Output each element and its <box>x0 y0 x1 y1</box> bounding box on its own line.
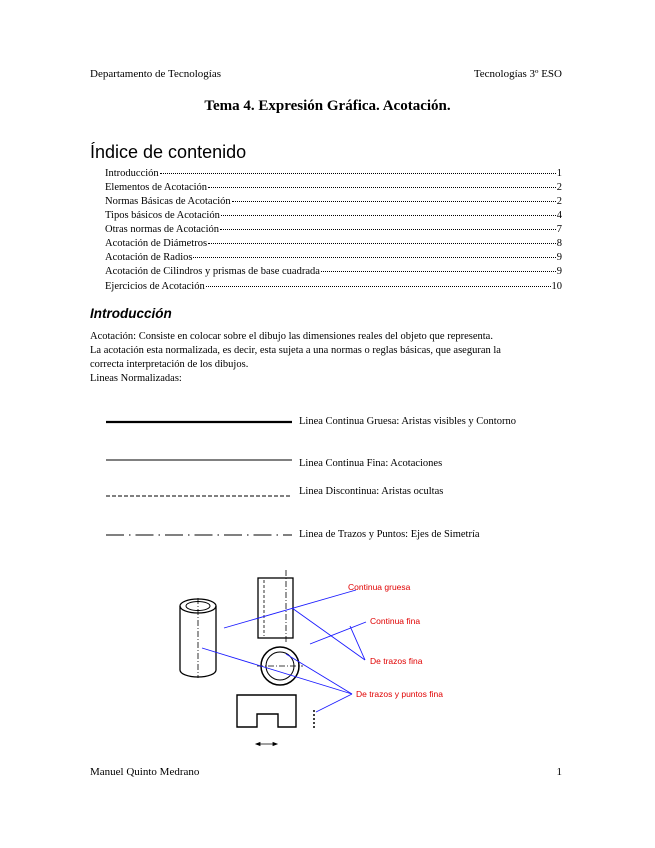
leader-trazos-puntos-1 <box>202 648 352 694</box>
toc-leader <box>232 201 556 202</box>
front-view-rect <box>258 578 293 638</box>
toc-entry[interactable] <box>105 196 562 207</box>
footer-author: Manuel Quinto Medrano <box>90 766 200 778</box>
header-department: Departamento de Tecnologías <box>90 68 221 80</box>
leader-trazos-puntos-3 <box>316 694 352 712</box>
toc-entry-label: Acotación de Diámetros <box>105 238 208 249</box>
line-type-label: Linea Continua Fina: Acotaciones <box>299 458 443 469</box>
toc-entry[interactable] <box>105 224 562 235</box>
label-continua-gruesa: Continua gruesa <box>348 582 411 592</box>
toc-entry-page: 10 <box>551 281 562 292</box>
label-continua-fina: Continua fina <box>370 616 421 626</box>
toc-entry[interactable] <box>105 182 562 193</box>
channel-profile <box>237 695 296 727</box>
toc-entry-page: 8 <box>556 238 562 249</box>
toc-leader <box>220 229 556 230</box>
toc-entry[interactable] <box>105 281 562 292</box>
dimension-arrow-right <box>273 743 277 746</box>
leader-trazos-puntos-2 <box>286 654 352 694</box>
toc-entry-page: 2 <box>556 196 562 207</box>
line-samples <box>100 410 300 550</box>
toc-heading: Índice de contenido <box>90 142 247 162</box>
label-trazos-puntos-fina: De trazos y puntos fina <box>356 689 443 699</box>
intro-line: Acotación: Consiste en colocar sobre el dibujo las dimensiones reales del objeto que representa. <box>90 331 493 342</box>
header-course: Tecnologías 3º ESO <box>473 68 562 80</box>
toc-leader <box>206 286 551 287</box>
toc-leader <box>208 187 556 188</box>
toc-entry-label: Tipos básicos de Acotación <box>105 210 220 221</box>
toc-entry[interactable] <box>105 168 562 179</box>
leader-continua-gruesa <box>224 590 356 628</box>
toc-leader <box>160 173 556 174</box>
line-type-label: Linea de Trazos y Puntos: Ejes de Simetría <box>299 529 480 540</box>
label-trazos-fina: De trazos fina <box>370 656 423 666</box>
line-type-label: Linea Discontinua: Aristas ocultas <box>299 486 444 497</box>
toc-entry-label: Ejercicios de Acotación <box>105 281 205 292</box>
toc-entry-label: Normas Básicas de Acotación <box>105 196 231 207</box>
toc-entry-label: Otras normas de Acotación <box>105 224 220 235</box>
line-type-label: Linea Continua Gruesa: Aristas visibles y Contorno <box>299 416 516 427</box>
intro-line: Lineas Normalizadas: <box>90 373 182 384</box>
dimension-arrow-left <box>256 743 260 746</box>
document-title: Tema 4. Expresión Gráfica. Acotación. <box>204 98 451 114</box>
toc-leader <box>208 243 556 244</box>
toc-entry-label: Introducción <box>105 168 159 179</box>
line-types-diagram <box>160 566 480 756</box>
intro-line: La acotación esta normalizada, es decir, esta sujeta a una normas o reglas básicas, que aseguran la <box>90 345 501 356</box>
toc-entry-page: 4 <box>556 210 562 221</box>
toc-entry[interactable] <box>105 252 562 263</box>
leader-trazos-fina-1 <box>292 608 365 660</box>
toc-entry[interactable] <box>105 210 562 221</box>
toc-entry-label: Acotación de Cilindros y prismas de base cuadrada <box>105 266 320 277</box>
toc-entry-page: 7 <box>556 224 562 235</box>
toc-leader <box>193 257 555 258</box>
toc-entry[interactable] <box>105 266 562 277</box>
footer-page-number: 1 <box>556 766 562 778</box>
toc-entry-page: 9 <box>556 266 562 277</box>
intro-heading: Introducción <box>90 306 172 321</box>
toc-leader <box>321 271 556 272</box>
leader-lines <box>202 590 366 712</box>
toc-entry-label: Elementos de Acotación <box>105 182 208 193</box>
toc-leader <box>221 215 556 216</box>
toc-entry[interactable] <box>105 238 562 249</box>
toc-entry-page: 1 <box>556 168 562 179</box>
toc-entry-page: 9 <box>556 252 562 263</box>
toc-entry-page: 2 <box>556 182 562 193</box>
intro-line: correcta interpretación de los dibujos. <box>90 359 249 370</box>
toc-entry-label: Acotación de Radios <box>105 252 193 263</box>
